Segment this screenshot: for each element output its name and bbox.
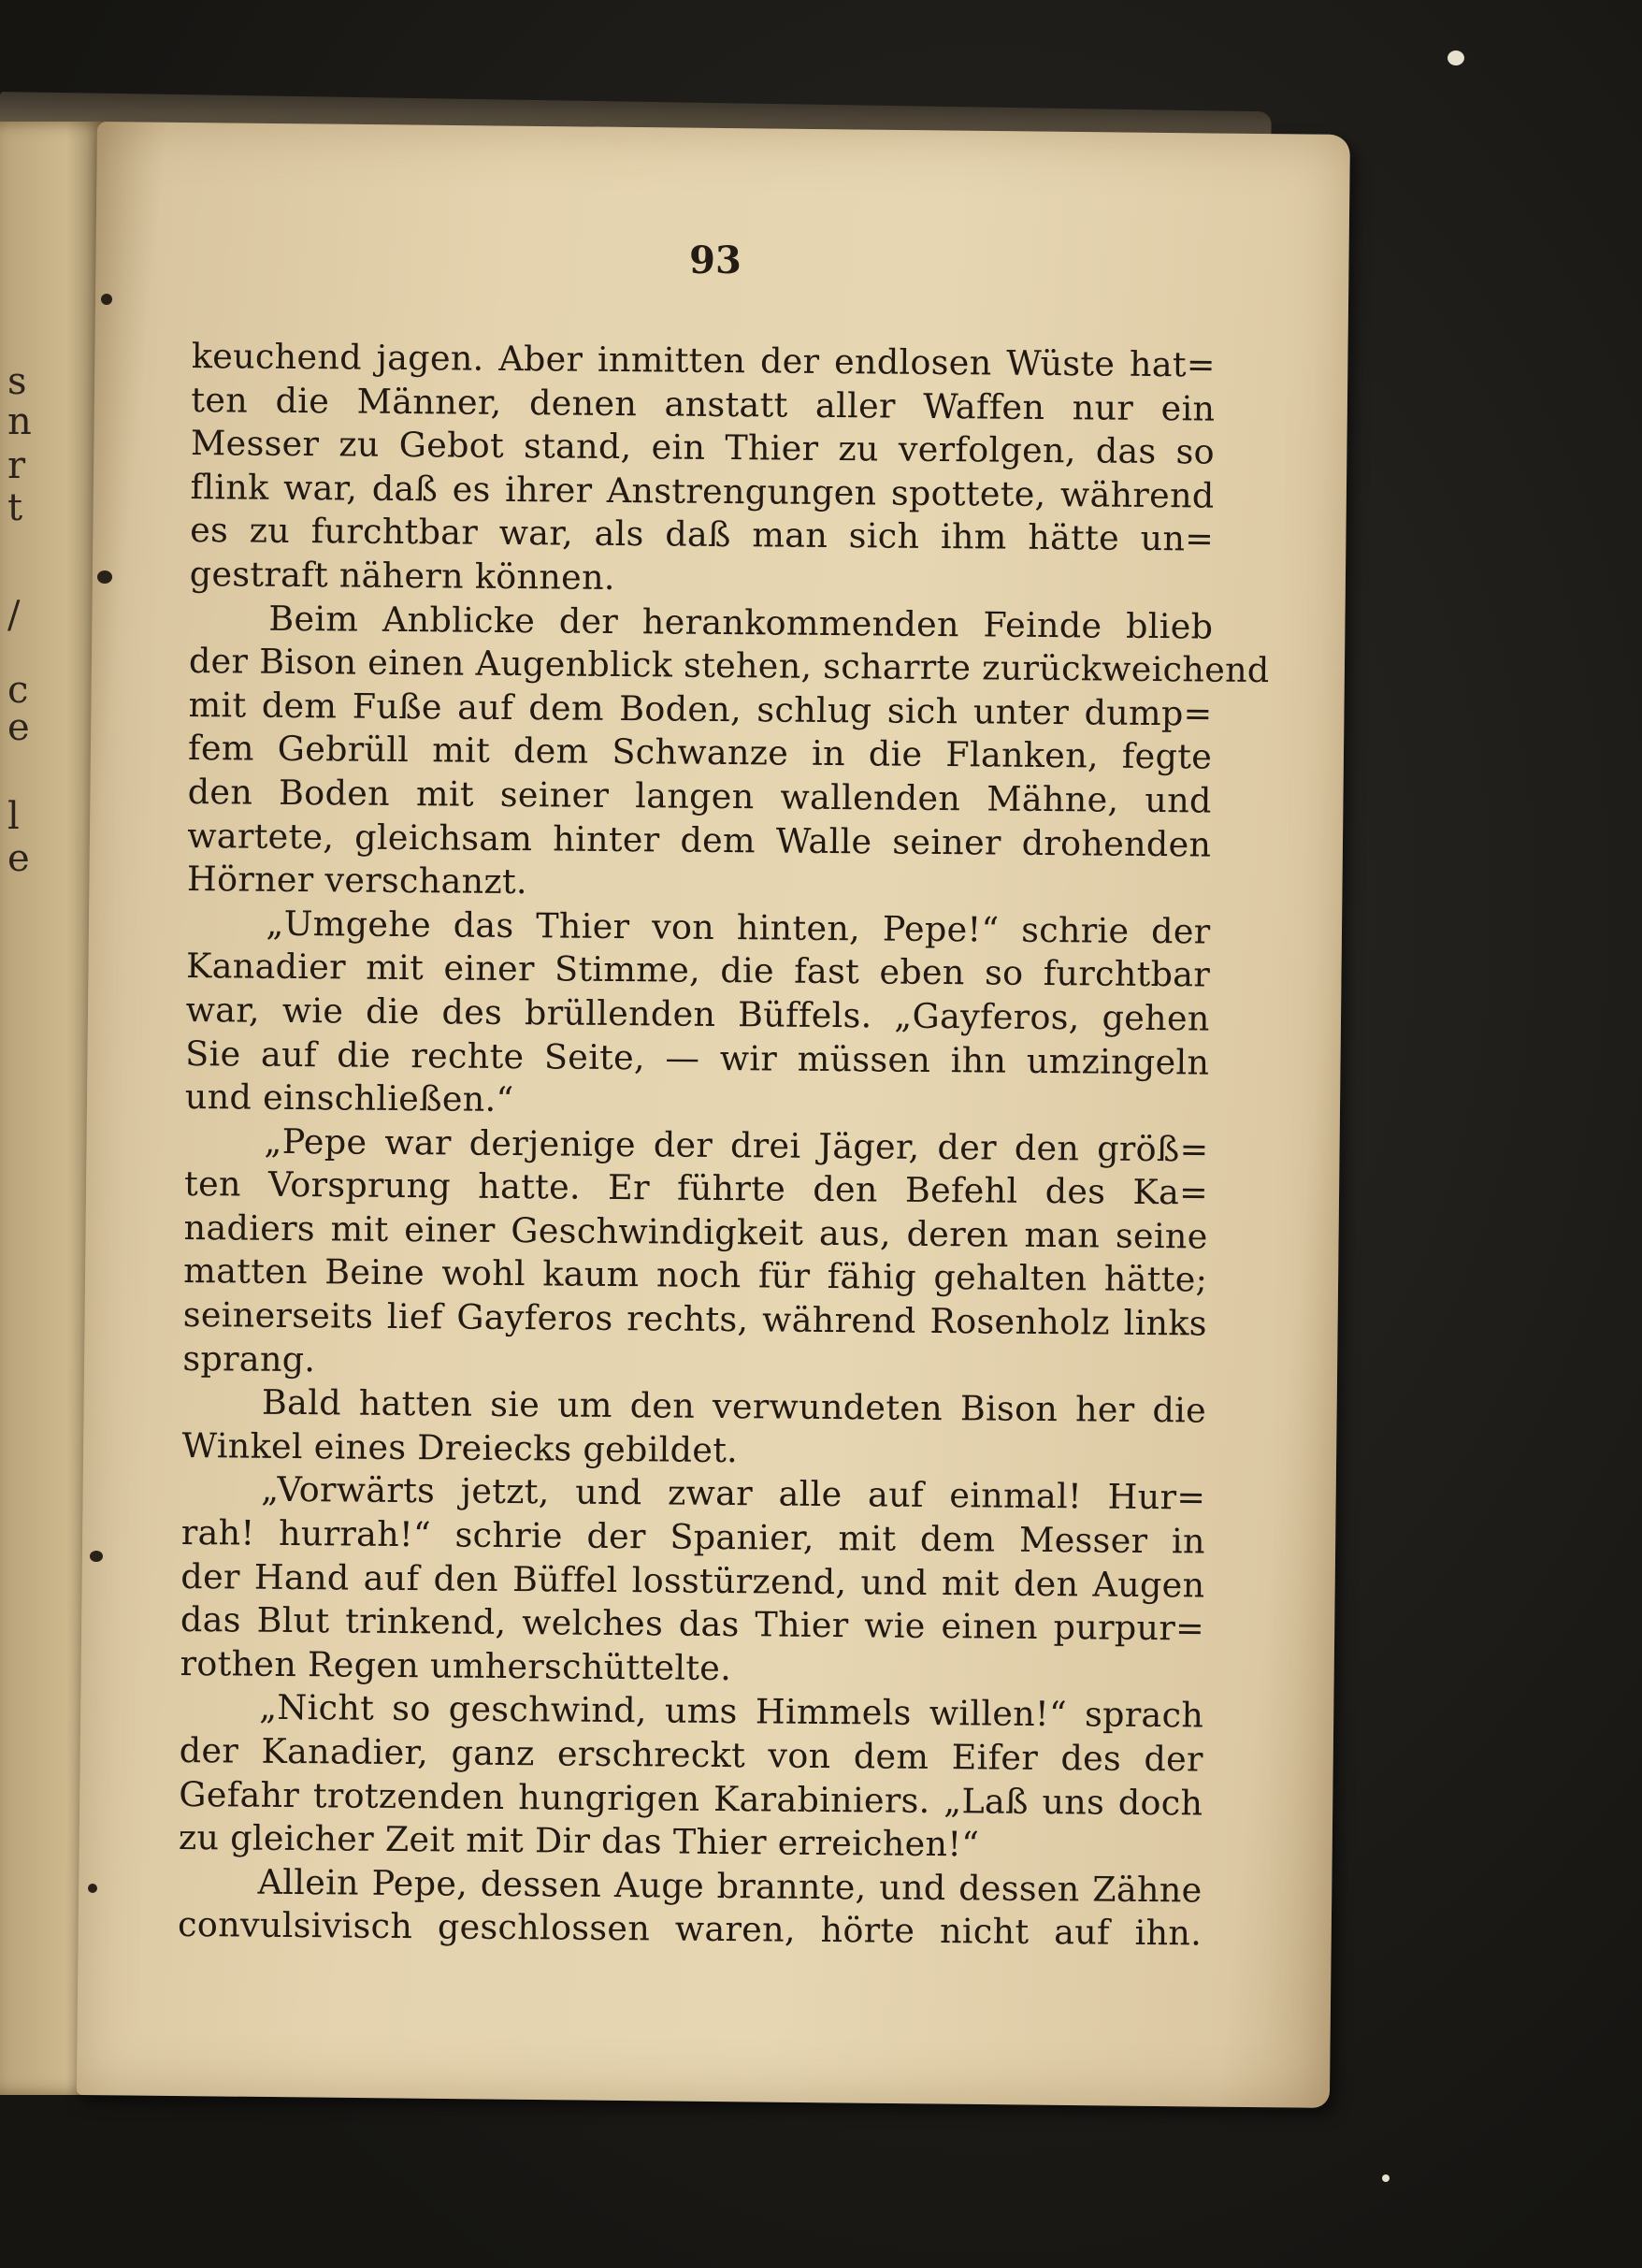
text-line: „Umgehe das Thier von hinten, Pepe!“ schrie der [266,903,1211,952]
text-line: rothen Regen umherschüttelte. [180,1642,732,1688]
dust-speck [1382,2174,1390,2182]
text-line: gestraft nähern können. [189,553,615,598]
binding-mark [88,1884,97,1893]
page-number: 93 [689,238,742,282]
text-line: Hörner verschanzt. [186,859,528,903]
edge-char: s [7,360,27,403]
text-line: Gefahr trotzenden hungrigen Karabiniers. „Laß uns doch [179,1773,1203,1824]
text-line: seinerseits lief Gayferos rechts, während Rosenholz links [182,1294,1208,1344]
text-line: Beim Anblicke der herankommenden Feinde blieb [268,598,1214,647]
text-line: ten die Männer, denen anstatt aller Waffen nur ein [191,379,1216,429]
edge-char: e [7,837,30,880]
text-line: Kanadier mit einer Stimme, die fast eben so furchtbar [185,946,1211,995]
text-line: zu gleicher Zeit mit Dir das Thier erreichen!“ [178,1817,980,1865]
text-line: und einschließen.“ [184,1076,514,1120]
text-line: der Kanadier, ganz erschreckt von dem Eifer des der [179,1729,1203,1780]
body-text [177,335,1270,1956]
text-line: „Vorwärts jetzt, und zwar alle auf einmal! Hur= [261,1469,1206,1518]
text-line: Winkel eines Dreiecks gebildet. [181,1424,739,1470]
text-line: der Hand auf den Büffel losstürzend, und mit den Augen [180,1555,1205,1606]
text-line: Sie auf die rechte Seite, — wir müssen ihn umzingeln [185,1033,1210,1083]
edge-char: t [7,486,23,529]
dust-speck [1448,51,1464,65]
text-line: mit dem Fuße auf dem Boden, schlug sich unter dump= [188,684,1213,734]
binding-mark [101,294,112,305]
text-line: sprang. [182,1337,316,1380]
edge-char: n [7,400,32,443]
text-line: „Pepe war derjenige der drei Jäger, der den größ= [264,1120,1209,1170]
edge-char: e [7,706,30,749]
text-line: war, wie die des brüllenden Büffels. „Gayferos, gehen [185,989,1210,1039]
binding-mark [97,571,112,584]
text-line: wartete, gleichsam hinter dem Walle seiner drohenden [187,815,1212,865]
text-line: convulsivisch geschlossen waren, hörte nicht auf ihn. [177,1904,1203,1954]
edge-char: / [7,594,21,637]
edge-char: l [7,795,20,838]
edge-char: c [7,669,29,712]
text-line: rah! hurrah!“ schrie der Spanier, mit dem Messer in [180,1511,1205,1562]
text-line: keuchend jagen. Aber inmitten der endlosen Wüste hat= [191,335,1216,385]
edge-char: r [7,444,26,487]
text-line: fem Gebrüll mit dem Schwanze in die Flanken, fegte [187,728,1213,777]
text-line: matten Beine wohl kaum noch für fähig gehalten hätte; [183,1250,1208,1300]
text-line: der Bison einen Augenblick stehen, scharrte zurückweichend [188,641,1270,691]
binding-mark [90,1551,103,1562]
text-line: Bald hatten sie um den verwundeten Bison her die [261,1381,1207,1431]
text-line: nadiers mit einer Geschwindigkeit aus, deren man seine [183,1206,1208,1257]
text-line: flink war, daß es ihrer Anstrengungen spottete, während [190,466,1215,516]
text-line: das Blut trinkend, welches das Thier wie einen purpur= [180,1599,1205,1649]
text-line: Messer zu Gebot stand, ein Thier zu verfolgen, das so [190,423,1216,472]
text-line: es zu furchtbar war, als daß man sich ihm hätte un= [189,510,1215,559]
text-line: Allein Pepe, dessen Auge brannte, und dessen Zähne [257,1861,1203,1911]
text-line: ten Vorsprung hatte. Er führte den Befehl des Ka= [183,1163,1209,1213]
text-line: den Boden mit seiner langen wallenden Mähne, und [187,771,1212,821]
text-line: „Nicht so geschwind, ums Himmels willen!“ sprach [259,1687,1204,1736]
